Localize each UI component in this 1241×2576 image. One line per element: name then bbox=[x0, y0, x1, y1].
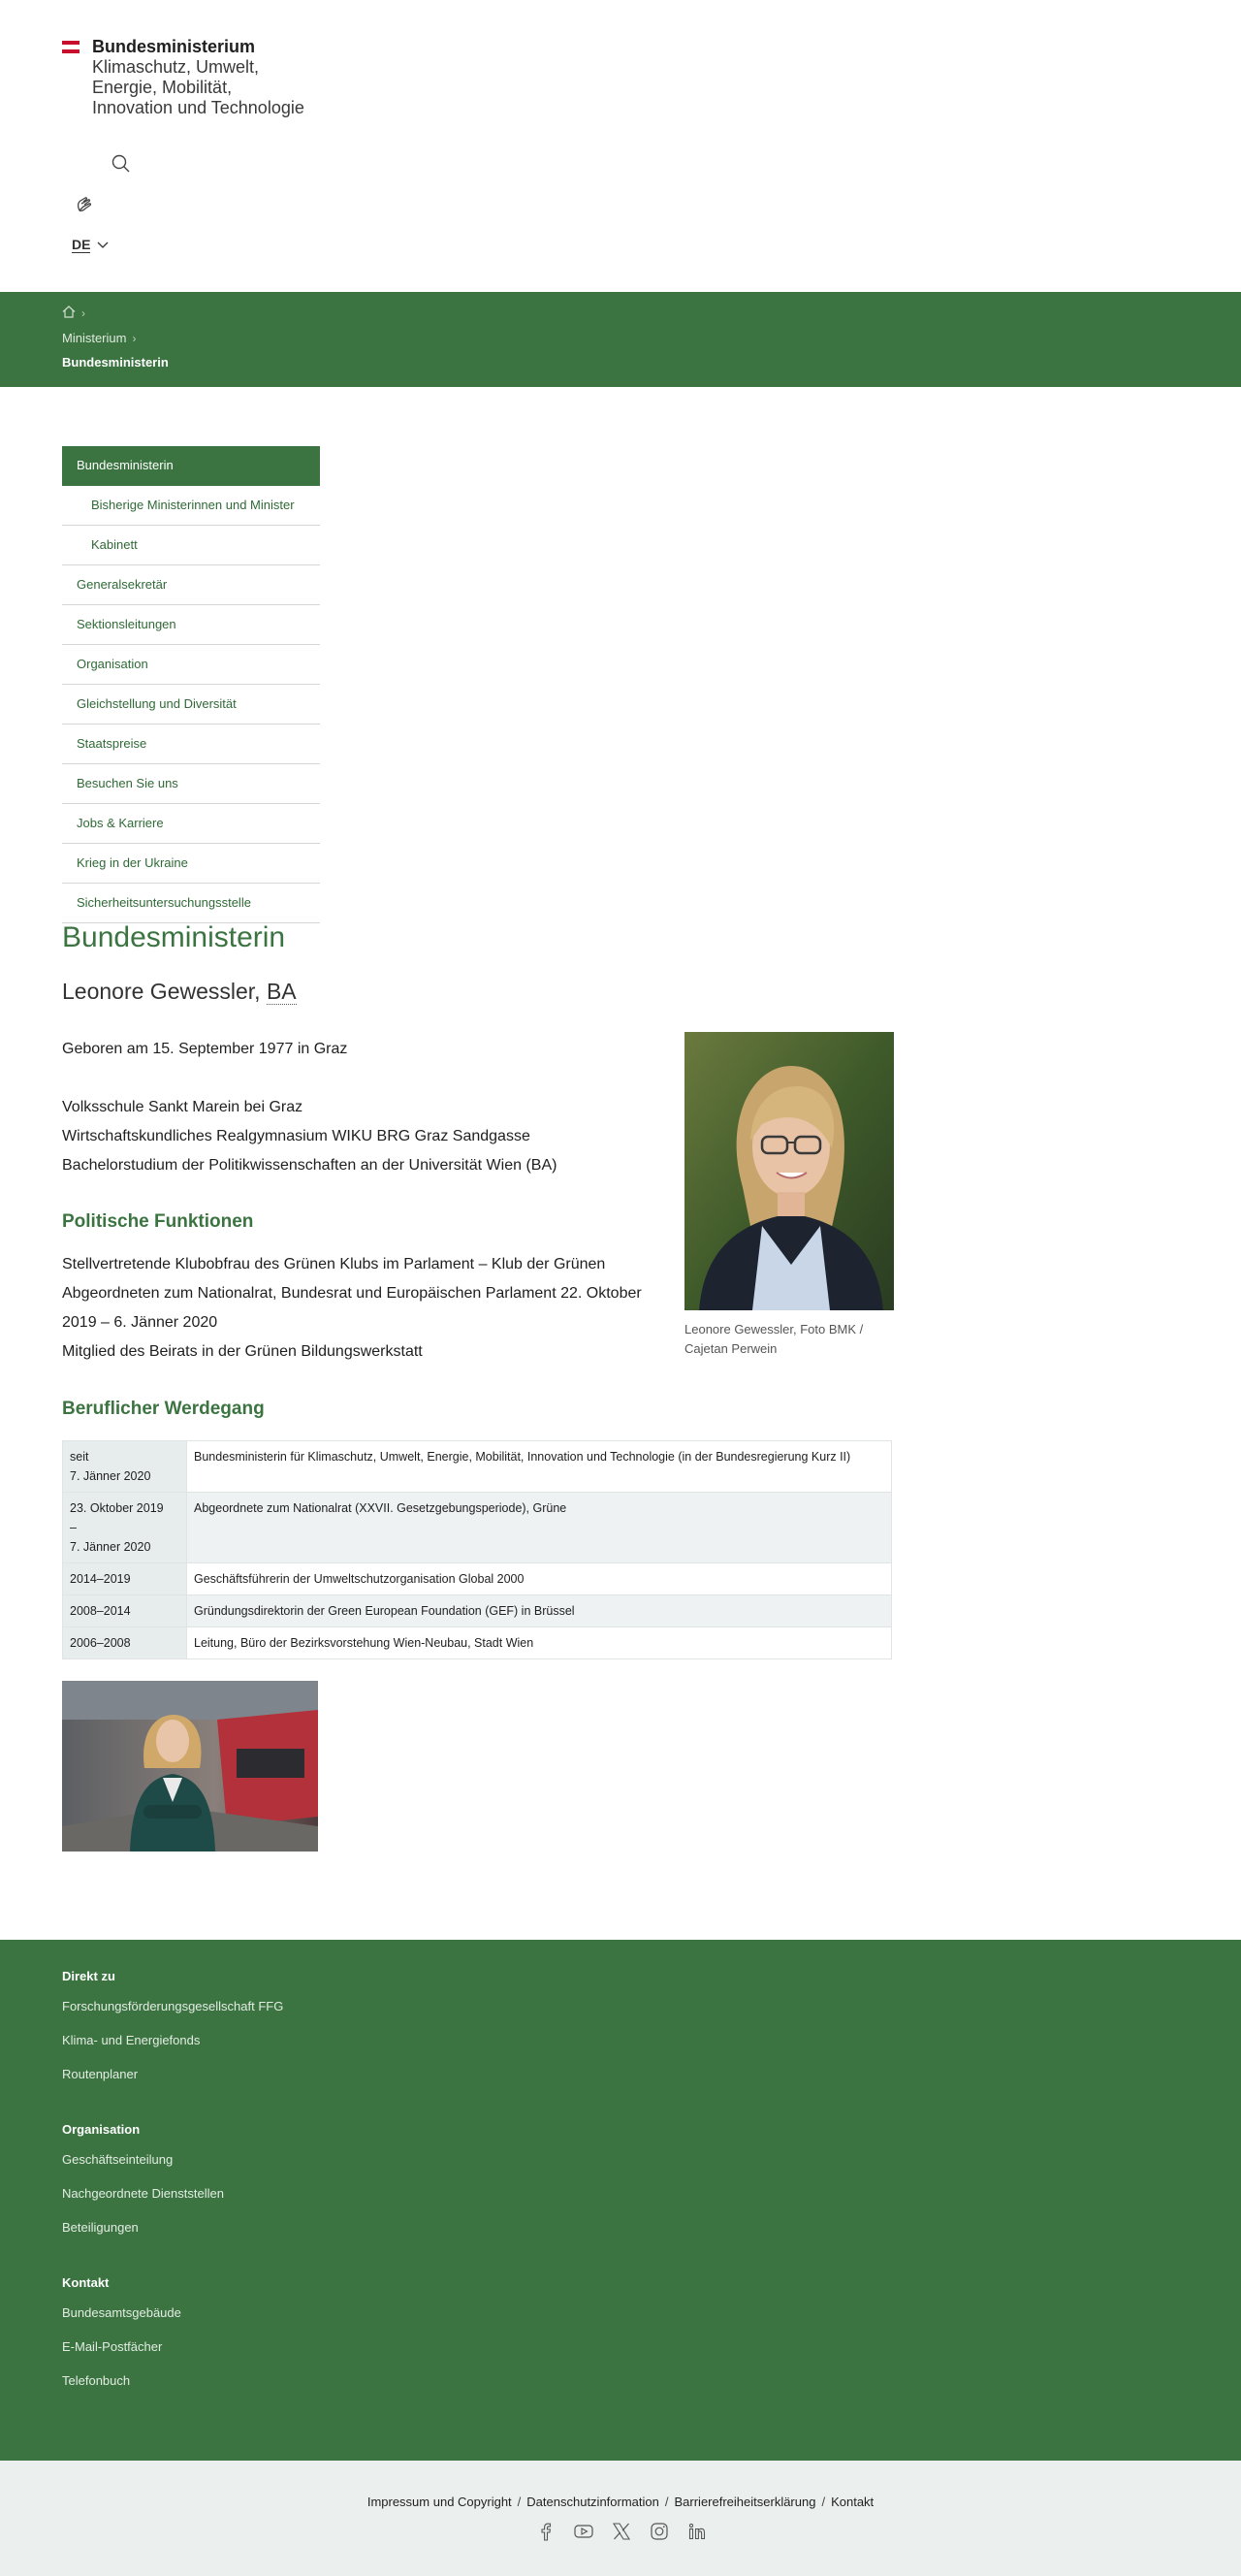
sign-language-icon bbox=[72, 192, 97, 217]
political-item: Stellvertretende Klubobfrau des Grünen Klubs im Parlament – Klub der Grünen bbox=[62, 1256, 606, 1272]
separator: / bbox=[821, 2495, 826, 2509]
sidenav-item-bisherige-minister[interactable]: Bisherige Ministerinnen und Minister bbox=[62, 486, 320, 526]
footer-link[interactable]: Beteiligungen bbox=[62, 2220, 139, 2235]
career-period: 2014–2019 bbox=[63, 1563, 187, 1595]
education-item: Wirtschaftskundliches Realgymnasium WIKU BRG Graz Sandgasse bbox=[62, 1128, 530, 1144]
career-period: 23. Oktober 2019 – 7. Jänner 2020 bbox=[63, 1493, 187, 1563]
career-role: Bundesministerin für Klimaschutz, Umwelt, Energie, Mobilität, Innovation und Technologie (in der Bundesregierung Kurz II) bbox=[187, 1441, 892, 1493]
search-button[interactable] bbox=[109, 151, 134, 177]
footer-heading: Organisation bbox=[62, 2122, 141, 2137]
career-role: Geschäftsführerin der Umweltschutzorganisation Global 2000 bbox=[187, 1563, 892, 1595]
degree-abbreviation: BA bbox=[266, 979, 297, 1004]
portrait-photo bbox=[684, 1032, 894, 1310]
sidenav-item-sektionsleitungen[interactable]: Sektionsleitungen bbox=[62, 605, 320, 645]
language-code: DE bbox=[72, 237, 91, 252]
breadcrumb bbox=[0, 292, 1241, 387]
breadcrumb-link-ministerium[interactable]: Ministerium bbox=[62, 331, 127, 345]
footer-link[interactable]: Telefonbuch bbox=[62, 2373, 131, 2388]
footer-link[interactable]: Forschungsförderungsgesellschaft FFG bbox=[62, 1999, 284, 2013]
breadcrumb-current: Bundesministerin bbox=[62, 355, 169, 370]
political-item: Abgeordneten zum Nationalrat, Bundesrat und Europäischen Parlament 22. Oktober 2019 – 6. Jänner 2020 bbox=[62, 1285, 642, 1331]
sidenav-item-ukraine[interactable]: Krieg in der Ukraine bbox=[62, 844, 320, 884]
footer-link[interactable]: Routenplaner bbox=[62, 2067, 139, 2081]
minister-train-photo bbox=[62, 1681, 318, 1852]
legal-bar bbox=[0, 2461, 1241, 2576]
career-period: 2006–2008 bbox=[63, 1627, 187, 1659]
footer-heading: Kontakt bbox=[62, 2275, 110, 2290]
facebook-icon[interactable] bbox=[535, 2521, 557, 2542]
sidenav-item-organisation[interactable]: Organisation bbox=[62, 645, 320, 685]
sidenav-item-kabinett[interactable]: Kabinett bbox=[62, 526, 320, 565]
chevron-right-icon: › bbox=[81, 306, 85, 320]
table-row bbox=[63, 1595, 892, 1627]
footer-link[interactable]: Nachgeordnete Dienststellen bbox=[62, 2186, 224, 2201]
legal-link-impressum[interactable]: Impressum und Copyright bbox=[366, 2495, 512, 2509]
career-period: 2008–2014 bbox=[63, 1595, 187, 1627]
footer-link[interactable]: E-Mail-Postfächer bbox=[62, 2339, 163, 2354]
political-item: Mitglied des Beirats in der Grünen Bildungswerkstatt bbox=[62, 1343, 423, 1360]
site-header bbox=[0, 0, 1241, 292]
logo-line: Bundesministerium bbox=[92, 37, 256, 56]
table-row bbox=[63, 1563, 892, 1595]
footer-link[interactable]: Bundesamtsgebäude bbox=[62, 2305, 181, 2320]
youtube-icon[interactable] bbox=[573, 2521, 594, 2542]
portrait-figure bbox=[684, 1032, 894, 1359]
career-role: Gründungsdirektorin der Green European Foundation (GEF) in Brüssel bbox=[187, 1595, 892, 1627]
language-select[interactable] bbox=[72, 237, 109, 253]
linkedin-icon[interactable] bbox=[686, 2521, 708, 2542]
chevron-down-icon bbox=[97, 242, 109, 249]
footer-group-direkt bbox=[62, 1969, 283, 2099]
page-title: Bundesministerin bbox=[62, 921, 286, 953]
breadcrumb-home[interactable] bbox=[62, 306, 76, 321]
education-item: Volksschule Sankt Marein bei Graz bbox=[62, 1099, 303, 1115]
footer-group-kontakt bbox=[62, 2275, 181, 2405]
legal-links bbox=[0, 2495, 1241, 2509]
legal-link-datenschutz[interactable]: Datenschutzinformation bbox=[526, 2495, 659, 2509]
sidenav-item-besuchen[interactable]: Besuchen Sie uns bbox=[62, 764, 320, 804]
footer-link[interactable]: Geschäftseinteilung bbox=[62, 2152, 174, 2167]
separator: / bbox=[664, 2495, 669, 2509]
biography-text bbox=[62, 1035, 663, 1367]
sidenav-item-sicherheit[interactable]: Sicherheitsuntersuchungsstelle bbox=[62, 884, 320, 923]
table-row bbox=[63, 1627, 892, 1659]
footer-group-organisation bbox=[62, 2122, 224, 2252]
instagram-icon[interactable] bbox=[649, 2521, 670, 2542]
austrian-flag-icon bbox=[62, 41, 80, 53]
political-heading: Politische Funktionen bbox=[62, 1211, 254, 1232]
sidenav-item-jobs[interactable]: Jobs & Karriere bbox=[62, 804, 320, 844]
logo-text bbox=[92, 37, 304, 118]
footer-link[interactable]: Klima- und Energiefonds bbox=[62, 2033, 201, 2047]
sign-language-button[interactable] bbox=[72, 192, 97, 217]
career-role: Leitung, Büro der Bezirksvorstehung Wien-Neubau, Stadt Wien bbox=[187, 1627, 892, 1659]
social-links bbox=[535, 2521, 724, 2542]
career-role: Abgeordnete zum Nationalrat (XXVII. Gesetzgebungsperiode), Grüne bbox=[187, 1493, 892, 1563]
chevron-right-icon: › bbox=[132, 331, 137, 345]
person-name-text: Leonore Gewessler, bbox=[62, 979, 261, 1004]
education-item: Bachelorstudium der Politikwissenschaften an der Universität Wien (BA) bbox=[62, 1157, 557, 1174]
legal-link-kontakt[interactable]: Kontakt bbox=[831, 2495, 875, 2509]
sidenav-item-bundesministerin[interactable]: Bundesministerin bbox=[62, 446, 320, 486]
career-table bbox=[62, 1440, 892, 1659]
person-name bbox=[62, 979, 297, 1005]
career-heading: Beruflicher Werdegang bbox=[62, 1399, 265, 1419]
sidenav-item-staatspreise[interactable]: Staatspreise bbox=[62, 724, 320, 764]
footer-heading: Direkt zu bbox=[62, 1969, 115, 1983]
logo-line: Energie, Mobilität, bbox=[92, 78, 233, 97]
table-row bbox=[63, 1441, 892, 1493]
sidenav-item-generalsekretaer[interactable]: Generalsekretär bbox=[62, 565, 320, 605]
site-footer bbox=[0, 1940, 1241, 2461]
table-row bbox=[63, 1493, 892, 1563]
logo-line: Innovation und Technologie bbox=[92, 98, 304, 117]
logo-line: Klimaschutz, Umwelt, bbox=[92, 57, 260, 77]
separator: / bbox=[517, 2495, 522, 2509]
career-period: seit 7. Jänner 2020 bbox=[63, 1441, 187, 1493]
search-icon bbox=[109, 151, 134, 177]
x-icon[interactable] bbox=[611, 2521, 632, 2542]
birth-info: Geboren am 15. September 1977 in Graz bbox=[62, 1041, 348, 1057]
section-navigation bbox=[62, 446, 320, 923]
ministry-logo[interactable] bbox=[62, 37, 304, 118]
sidenav-item-gleichstellung[interactable]: Gleichstellung und Diversität bbox=[62, 685, 320, 724]
photo-caption: Leonore Gewessler, Foto BMK / Cajetan Perwein bbox=[684, 1322, 864, 1356]
home-icon bbox=[62, 306, 76, 318]
legal-link-barrierefreiheit[interactable]: Barrierefreiheitserklärung bbox=[674, 2495, 816, 2509]
